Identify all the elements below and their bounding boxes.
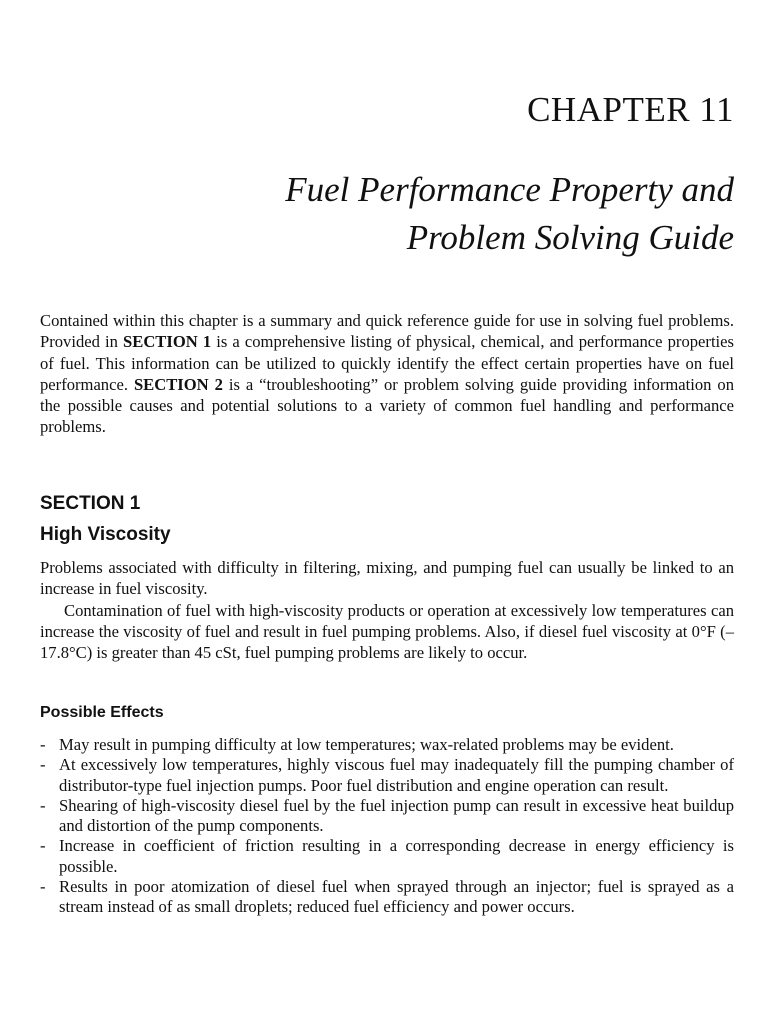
section-heading: SECTION 1: [40, 493, 141, 514]
body-paragraph-1: Problems associated with difficulty in filtering, mixing, and pumping fuel can usually be linked to an increase in fuel viscosity.: [40, 558, 734, 599]
list-bullet: -: [40, 795, 46, 815]
intro-section1-ref: SECTION 1: [123, 332, 212, 352]
intro-text-3: is a “troubleshooting” or problem solving guide providing information on the possible causes and potential solutions to a variety of common fuel handling and performance problems.: [40, 374, 734, 437]
effects-heading: Possible Effects: [40, 704, 164, 721]
intro-section2-ref: SECTION 2: [133, 374, 223, 394]
section-body: [40, 557, 734, 663]
body-paragraph-2: Contamination of fuel with high-viscosity products or operation at excessively low temperatures can increase the viscosity of fuel and result in fuel pumping problems. Also, if diesel fuel viscosity at 0°F (–17.8°C) is greater than 45 cSt, fuel pumping problems are likely to occur.: [40, 600, 734, 663]
list-item: [40, 735, 734, 755]
intro-text-2: is a comprehensive listing of physical, chemical, and performance properties of fuel. This information can be utilized to quickly identify the effect certain properties have on fuel performance.: [40, 332, 734, 394]
list-item: [40, 796, 734, 837]
intro-text-1: Contained within this chapter is a summary and quick reference guide for use in solving fuel problems. Provided in: [40, 311, 734, 352]
list-bullet: -: [40, 735, 46, 754]
subsection-heading: High Viscosity: [40, 524, 171, 545]
list-item: [40, 877, 734, 918]
effects-list: [40, 735, 734, 918]
list-bullet: -: [40, 755, 46, 775]
list-item-text: Shearing of high-viscosity diesel fuel by the fuel injection pump can result in excessive heat buildup and distortion of the pump components.: [59, 795, 734, 836]
list-bullet: -: [40, 836, 46, 856]
list-item-text: At excessively low temperatures, highly viscous fuel may inadequately fill the pumping chamber of distributor-type fuel injection pumps. Poor fuel distribution and engine operation can result.: [59, 755, 734, 795]
chapter-title-line-2: Problem Solving Guide: [406, 218, 734, 257]
intro-paragraph: [40, 310, 734, 438]
chapter-title: [94, 166, 734, 262]
list-item: [40, 755, 734, 796]
list-item: [40, 836, 734, 877]
document-page: [40, 0, 734, 1024]
chapter-title-line-1: Fuel Performance Property and: [285, 170, 734, 209]
list-item-text: Results in poor atomization of diesel fuel when sprayed through an injector; fuel is sprayed as a stream instead of as small droplets; reduced fuel efficiency and power occurs.: [59, 877, 734, 917]
chapter-number: CHAPTER 11: [527, 90, 734, 129]
list-item-text: May result in pumping difficulty at low temperatures; wax-related problems may be evident.: [59, 735, 674, 754]
list-item-text: Increase in coefficient of friction resulting in a corresponding decrease in energy efficiency is possible.: [59, 836, 734, 876]
list-bullet: -: [40, 877, 46, 897]
